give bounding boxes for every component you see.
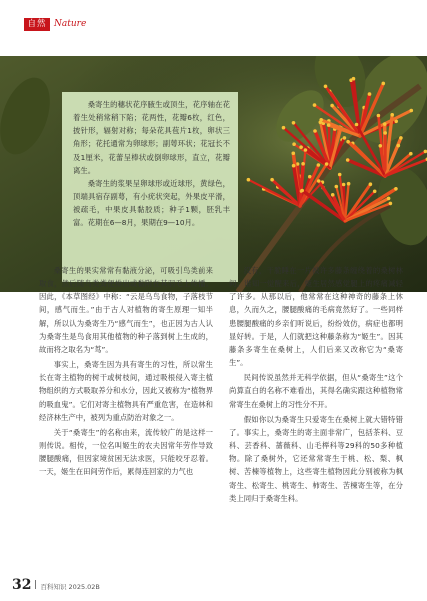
flower-tip (383, 131, 387, 135)
flower-tip (342, 183, 346, 187)
body-paragraph: 事实上，桑寄生因为具有寄生的习性，所以常生长在寄主植物的树干或树枝间，通过吸根侵入寄主植物组织的方式吸取养分和水分，因此又被称为“植物界的吸血鬼”。它们对寄主植物具有严重危害，在造林和经济林生产中，被列为重点防治对象之一。 (39, 360, 213, 422)
body-paragraph: 民间传说虽然并无科学依据，但从“桑寄生”这个尚算直白的名称不难看出，其得名确实跟这种植物常常寄生在桑树上的习性分不开。 (229, 373, 403, 409)
flower-tip (387, 197, 391, 201)
flower-tip (377, 114, 381, 118)
flower-tip (304, 148, 308, 152)
flower-tip (410, 109, 414, 113)
flower-tip (292, 152, 296, 156)
flower-tip (299, 145, 303, 149)
photo-caption-box (62, 92, 238, 282)
flower-tip (292, 164, 296, 168)
flower-tip (394, 187, 398, 191)
flower-tip (379, 144, 383, 148)
flower-tip (352, 77, 356, 81)
flower-tip (383, 122, 387, 126)
flower-tip (382, 82, 386, 86)
section-title-english: Nature (54, 19, 87, 29)
flower-tip (346, 158, 350, 162)
body-paragraph: 没有，干脆睡在一片被许多藤条缠绕着的桑树林间。谁知一觉醒来后，姬生居然感觉腿上的疼痛减轻了许多。从那以后，他常常在这种神奇的藤条上休息，久而久之，腰腿酸痛的毛病竟然好了。一些同样患腰腿酸痛的乡亲们听说后，纷纷效仿，病症也都明显好转。于是，人们就把这种藤条称为“姬生”。因其藤条多寄生在桑树上，人们后来又改称它为“桑寄生”。 (229, 266, 403, 368)
flower-tip (397, 144, 401, 148)
flower-tip (347, 182, 351, 186)
flower-tip (373, 190, 377, 194)
body-paragraph: 关于“桑寄生”的名称由来，流传较广的是这样一则传说。相传，一位名叫姬生的农夫因常年劳作导致腰腿酸痛，但因家境贫困无法求医，只能咬牙忍着。一天，姬生在田间劳作后，累得连回家的力气也 (39, 427, 213, 477)
flower-tip (300, 189, 304, 193)
flower-tip (399, 136, 403, 140)
flower-tip (343, 136, 347, 140)
footer-divider (35, 580, 36, 589)
flower-tip (390, 113, 394, 117)
flower-tip (247, 178, 251, 182)
flower-tip (409, 152, 413, 156)
flower-tip (369, 182, 373, 186)
flower-tip (270, 178, 274, 182)
flower-tip (282, 126, 286, 130)
section-badge: 自然 (24, 18, 50, 31)
flower-tip (325, 162, 329, 166)
flower-tip (331, 193, 335, 197)
flower-tip (292, 142, 296, 146)
flower-tip (368, 92, 372, 96)
article-column-right (229, 264, 403, 505)
body-paragraph: 假如你以为桑寄生只爱寄生在桑树上就大错特错了。事实上，桑寄生的寄主面非常广，包括茶科、豆科、芸香科、蔷薇科、山毛榉科等29科的50多种植物。除了桑树外，它还常常寄生于桃、松、梨、枫树、苦楝等植物上，这些寄生植物因此分别被称为枫寄生、松寄生、桃寄生、柿寄生、苦楝寄生等，在分类上同归于桑寄生科。 (229, 414, 403, 503)
flower-tip (301, 162, 305, 166)
flower-tip (338, 173, 342, 177)
caption-paragraph: 桑寄生的穗状花序腋生或顶生，花序轴在花着生处稍常稍下陷；花两性，花瓣6枚，红色，披针形，辐射对称；每朵花具苞片1枚，卵状三角形；花托通常为卵球形；副萼环状；花冠长不及1厘米，花蕾呈棒状或倒卵球形，直立，花瓣离生。 (73, 100, 230, 175)
article-column-left (39, 264, 213, 479)
flower-tip (313, 103, 317, 107)
flower-tip (327, 123, 331, 127)
body-paragraph: 桑寄生的果实常常有黏液分泌，可吸引鸟类前来取食，然后随鸟类粪便排出或黏附在其羽毛上传播。因此，《本草图经》中称：“云是乌鸟食物，子落枝节间，感气而生。”由于古人对植物的寄生原理一知半解，所以认为桑寄生乃“感气而生”，也正因为古人认为桑寄生是鸟食用其他植物的种子落到树上生成的，故而将之取名为“茑”。 (39, 266, 213, 354)
flower-tip (355, 123, 359, 127)
flower-tip (330, 104, 334, 108)
flower-tip (324, 85, 328, 89)
publication-info: 百科知识 2025.02B (40, 583, 100, 591)
flower-tip (346, 140, 350, 144)
flower-tip (335, 185, 339, 189)
flower-tip (317, 163, 321, 167)
caption-paragraph: 桑寄生的浆果呈卵球形或近球形，黄绿色，顶端具宿存副萼，有小疣状突起，外果皮平滑，被疏毛，中果皮具黏胶质；种子1颗，胚乳丰富。花期在6—8月，果期在9—10月。 (73, 178, 230, 228)
flower-tip (319, 118, 323, 122)
flower-tip (292, 121, 296, 125)
page-number: 32 (12, 577, 32, 593)
page-footer (12, 577, 100, 593)
flower-tip (317, 179, 321, 183)
flower-tip (389, 202, 393, 206)
flower-tip (313, 129, 317, 133)
